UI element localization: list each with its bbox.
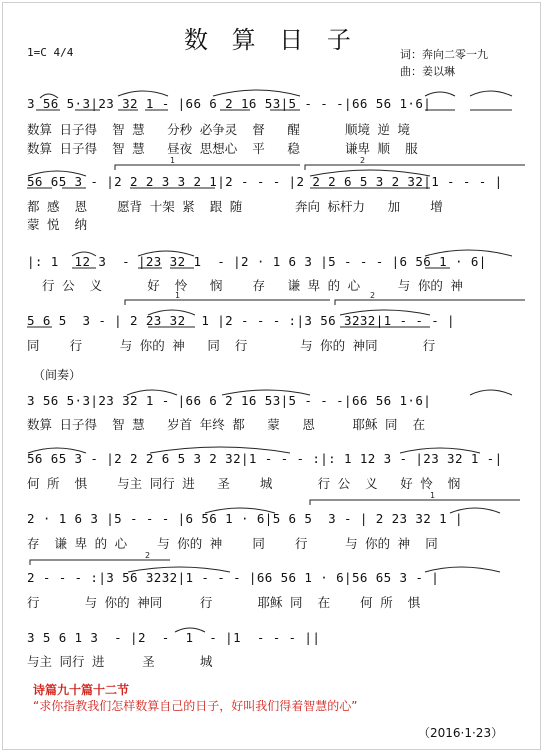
lyric-line: 都 感 恩 愿背 十架 紧 跟 随 奔向 标杆力 加 增 <box>27 199 443 214</box>
lyricist-credit: 词：奔向二零一九 <box>400 48 488 61</box>
psalm-reference: 诗篇九十篇十二节 <box>33 683 130 697</box>
lyric-line: 蒙 悦 纳 <box>27 217 88 232</box>
volta-number: 2 <box>360 156 366 165</box>
notation-line: 56 65 3 - |2 2 2 6 5 3 2 32|1 - - - :|: 1 12 3 - |23 32 1 -| <box>27 451 503 466</box>
lyric-line: 何 所 惧 与主 同行 进 圣 城 行 公 义 好 怜 悯 <box>27 476 461 491</box>
notation-line: 5 6 5 3 - | 2 23 32 1 |2 - - - :|3 56 3232|1 - - - | <box>27 313 455 328</box>
lyric-line: 行 公 义 好 怜 悯 存 谦 卑 的 心 与 你的 神 <box>27 278 463 293</box>
lyric-line: 数算 日子得 智 慧 昼夜 思想心 平 稳 谦卑 顺 服 <box>27 141 418 156</box>
volta-number: 1 <box>430 491 436 500</box>
lyric-line: 存 谦 卑 的 心 与 你的 神 同 行 与 你的 神 同 <box>27 536 438 551</box>
lyric-line: 数算 日子得 智 慧 分秒 必争灵 督 醒 顺境 逆 境 <box>27 122 411 137</box>
composer-credit: 曲：姜以琳 <box>400 65 455 78</box>
volta-number: 2 <box>145 551 151 560</box>
lyric-line: 行 与 你的 神同 行 耶稣 同 在 何 所 惧 <box>27 595 421 610</box>
notation-line: 3 56 5·3|23 32 1 - |66 6 2 16 53|5 - - -|66 56 1·6| <box>27 96 432 111</box>
composition-date: （2016·1·23） <box>418 726 504 740</box>
notation-line: 2 · 1 6 3 |5 - - - |6 56 1 · 6|5 6 5 3 - | 2 23 32 1 | <box>27 511 463 526</box>
volta-number: 1 <box>170 156 176 165</box>
notation-line: 56 65 3 - |2 2 2 3 3 2 1|2 - - - |2 2 2 6 5 3 2 32|1 - - - | <box>27 174 503 189</box>
notation-line: 3 5 6 1 3 - |2 - 1 - |1 - - - || <box>27 630 321 645</box>
notation-line: 2 - - - :|3 56 3232|1 - - - |66 56 1 · 6|56 65 3 - | <box>27 570 440 585</box>
volta-number: 2 <box>370 291 376 300</box>
notation-line: 3 56 5·3|23 32 1 - |66 6 2 16 53|5 - - -|66 56 1·6| <box>27 393 432 408</box>
notation-line: |: 1 12 3 - |23 32 1 - |2 · 1 6 3 |5 - - - |6 56 1 · 6| <box>27 254 487 269</box>
lyric-line: 同 行 与 你的 神 同 行 与 你的 神同 行 <box>27 338 436 353</box>
song-title: 数 算 日 子 <box>184 26 359 54</box>
lyric-line: 数算 日子得 智 慧 岁首 年终 都 蒙 恩 耶稣 同 在 <box>27 417 426 432</box>
lyric-line: 与主 同行 进 圣 城 <box>27 654 213 669</box>
interlude-label: （间奏） <box>33 368 82 382</box>
volta-number: 1 <box>175 291 181 300</box>
psalm-quote: “求你指教我们怎样数算自己的日子，好叫我们得着智慧的心” <box>33 699 358 713</box>
key-signature: 1=C 4/4 <box>27 46 74 59</box>
